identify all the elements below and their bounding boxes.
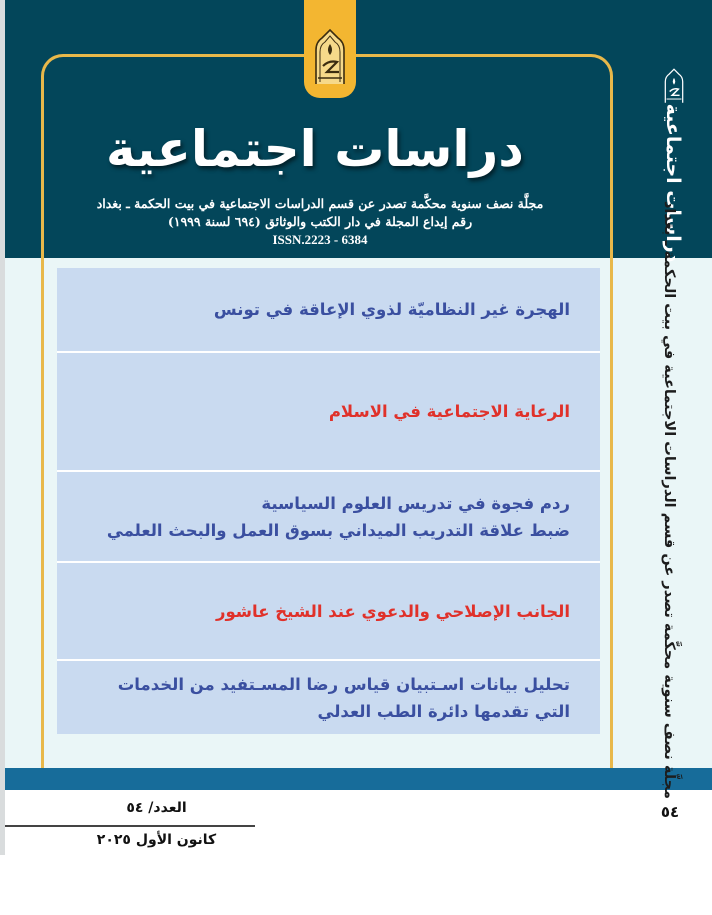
article-title: تحليل بيانات اسـتبيان قياس رضا المسـتفيد من الخدمات <box>117 674 570 694</box>
gold-frame-right <box>610 100 613 768</box>
article-title-continued: التي تقدمها دائرة الطب العدلي <box>317 701 570 721</box>
issn: ISSN.2223 - 6384 <box>272 232 368 247</box>
article-title: الهجرة غير النظاميّة لذوي الإعاقة في تونس <box>213 300 570 319</box>
article-item <box>57 561 600 659</box>
table-of-contents <box>57 268 600 734</box>
journal-description: مجلَّة نصف سنوية محكَّمة تصدر عن قسم الدراسات الاجتماعية في بيت الحكمة ـ بغداد <box>96 196 544 211</box>
bayt-al-hikma-logo-icon <box>313 28 347 86</box>
bayt-al-hikma-logo-icon <box>663 68 685 104</box>
bottom-band <box>5 768 712 790</box>
article-subtitle: ضبط علاقة التدريب الميداني بسوق العمل والبحث العلمي <box>106 520 570 540</box>
spine-issue-number: ٥٤ <box>660 803 680 821</box>
spine-description: مجلَّة نصف سنوية محكَّمة تصدر عن قسم الدراسات الاجتماعية في بيت الحكمة ـ بغداد <box>661 200 677 800</box>
article-item <box>57 268 600 351</box>
article-title: ردم فجوة في تدريس العلوم السياسية <box>261 493 570 513</box>
article-title: الرعاية الاجتماعية في الاسلام <box>328 402 570 421</box>
article-item <box>57 351 600 470</box>
gold-frame-left <box>41 100 44 768</box>
divider <box>5 825 255 827</box>
logo-tab <box>304 0 356 98</box>
issue-label: العدد/ ٥٤ <box>126 800 187 816</box>
spine-title: دراسات اجتماعية <box>662 103 684 263</box>
article-title: الجانب الإصلاحي والدعوي عند الشيخ عاشور <box>215 601 570 621</box>
deposit-number: رقم إيداع المجلة في دار الكتب والوثائق (٦٩٤ لسنة ١٩٩٩) <box>167 214 473 229</box>
article-item <box>57 470 600 561</box>
journal-title: دراسات اجتماعية <box>106 120 524 178</box>
article-item <box>57 659 600 734</box>
issue-date: كانون الأول ٢٠٢٥ <box>96 832 217 848</box>
